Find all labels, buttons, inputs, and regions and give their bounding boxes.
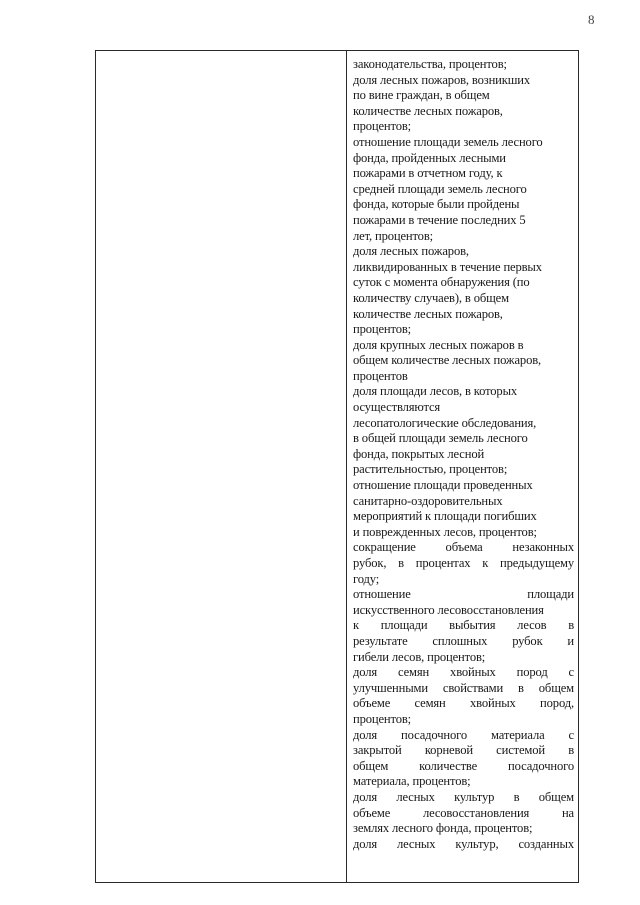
text-line: отношение площади xyxy=(353,587,574,602)
document-table xyxy=(95,50,579,883)
text-line: результате сплошных рубок и xyxy=(353,633,574,648)
text-line: доля лесных культур в общем xyxy=(353,789,574,804)
text-line: материала, процентов; xyxy=(353,774,471,789)
text-line: процентов; xyxy=(353,119,411,134)
table-right-column xyxy=(347,51,578,882)
text-line: фонда, которые были пройдены xyxy=(353,197,520,212)
text-line: доля лесных пожаров, возникших xyxy=(353,72,531,87)
text-line: закрытой корневой системой в xyxy=(353,743,574,758)
text-line: лет, процентов; xyxy=(353,228,433,243)
text-line: доля крупных лесных пожаров в xyxy=(353,337,524,352)
text-line: отношение площади земель лесного xyxy=(353,134,543,149)
text-line: суток с момента обнаружения (по xyxy=(353,275,530,290)
text-line: процентов xyxy=(353,368,408,383)
text-line: общем количестве лесных пожаров, xyxy=(353,353,542,368)
text-line: мероприятий к площади погибших xyxy=(353,509,537,524)
text-line: доля лесных пожаров, xyxy=(353,244,469,259)
text-line: общем количестве посадочного xyxy=(353,758,574,773)
text-line: количеству случаев), в общем xyxy=(353,290,509,305)
text-line: по вине граждан, в общем xyxy=(353,88,490,103)
text-line: улучшенными свойствами в общем xyxy=(353,680,574,695)
text-line: ликвидированных в течение первых xyxy=(353,259,542,274)
text-line: доля лесных культур, созданных xyxy=(353,836,574,851)
text-line: сокращение объема незаконных xyxy=(353,540,574,555)
text-line: процентов; xyxy=(353,711,411,726)
text-line: санитарно-оздоровительных xyxy=(353,493,503,508)
text-line: году; xyxy=(353,571,380,586)
text-line: пожарами в течение последних 5 xyxy=(353,212,526,227)
text-line: осуществляются xyxy=(353,400,441,415)
page-number: 8 xyxy=(588,12,595,27)
text-line: доля семян хвойных пород с xyxy=(353,665,574,680)
text-line: объеме семян хвойных пород, xyxy=(353,696,574,711)
text-line: к площади выбытия лесов в xyxy=(353,618,574,633)
text-line: пожарами в отчетном году, к xyxy=(353,166,503,181)
table-left-column xyxy=(96,51,347,882)
text-line: средней площади земель лесного xyxy=(353,181,527,196)
text-line: лесопатологические обследования, xyxy=(353,415,537,430)
text-line: объеме лесовосстановления на xyxy=(353,805,574,820)
indicator-text xyxy=(353,57,574,852)
text-line: доля посадочного материала с xyxy=(353,727,574,742)
text-line: фонда, покрытых лесной xyxy=(353,446,485,461)
text-line: землях лесного фонда, процентов; xyxy=(353,821,533,836)
text-line: процентов; xyxy=(353,322,411,337)
text-line: законодательства, процентов; xyxy=(353,57,507,71)
text-line: количестве лесных пожаров, xyxy=(353,306,503,321)
text-line: искусственного лесовосстановления xyxy=(353,602,544,617)
text-line: в общей площади земель лесного xyxy=(353,431,528,446)
text-line: отношение площади проведенных xyxy=(353,478,533,493)
text-line: растительностью, процентов; xyxy=(353,462,508,477)
text-line: количестве лесных пожаров, xyxy=(353,103,503,118)
text-line: рубок, в процентах к предыдущему xyxy=(353,556,574,570)
text-line: гибели лесов, процентов; xyxy=(353,649,486,664)
text-line: доля площади лесов, в которых xyxy=(353,384,518,399)
text-line: и поврежденных лесов, процентов; xyxy=(353,524,537,539)
text-line: фонда, пройденных лесными xyxy=(353,150,506,165)
